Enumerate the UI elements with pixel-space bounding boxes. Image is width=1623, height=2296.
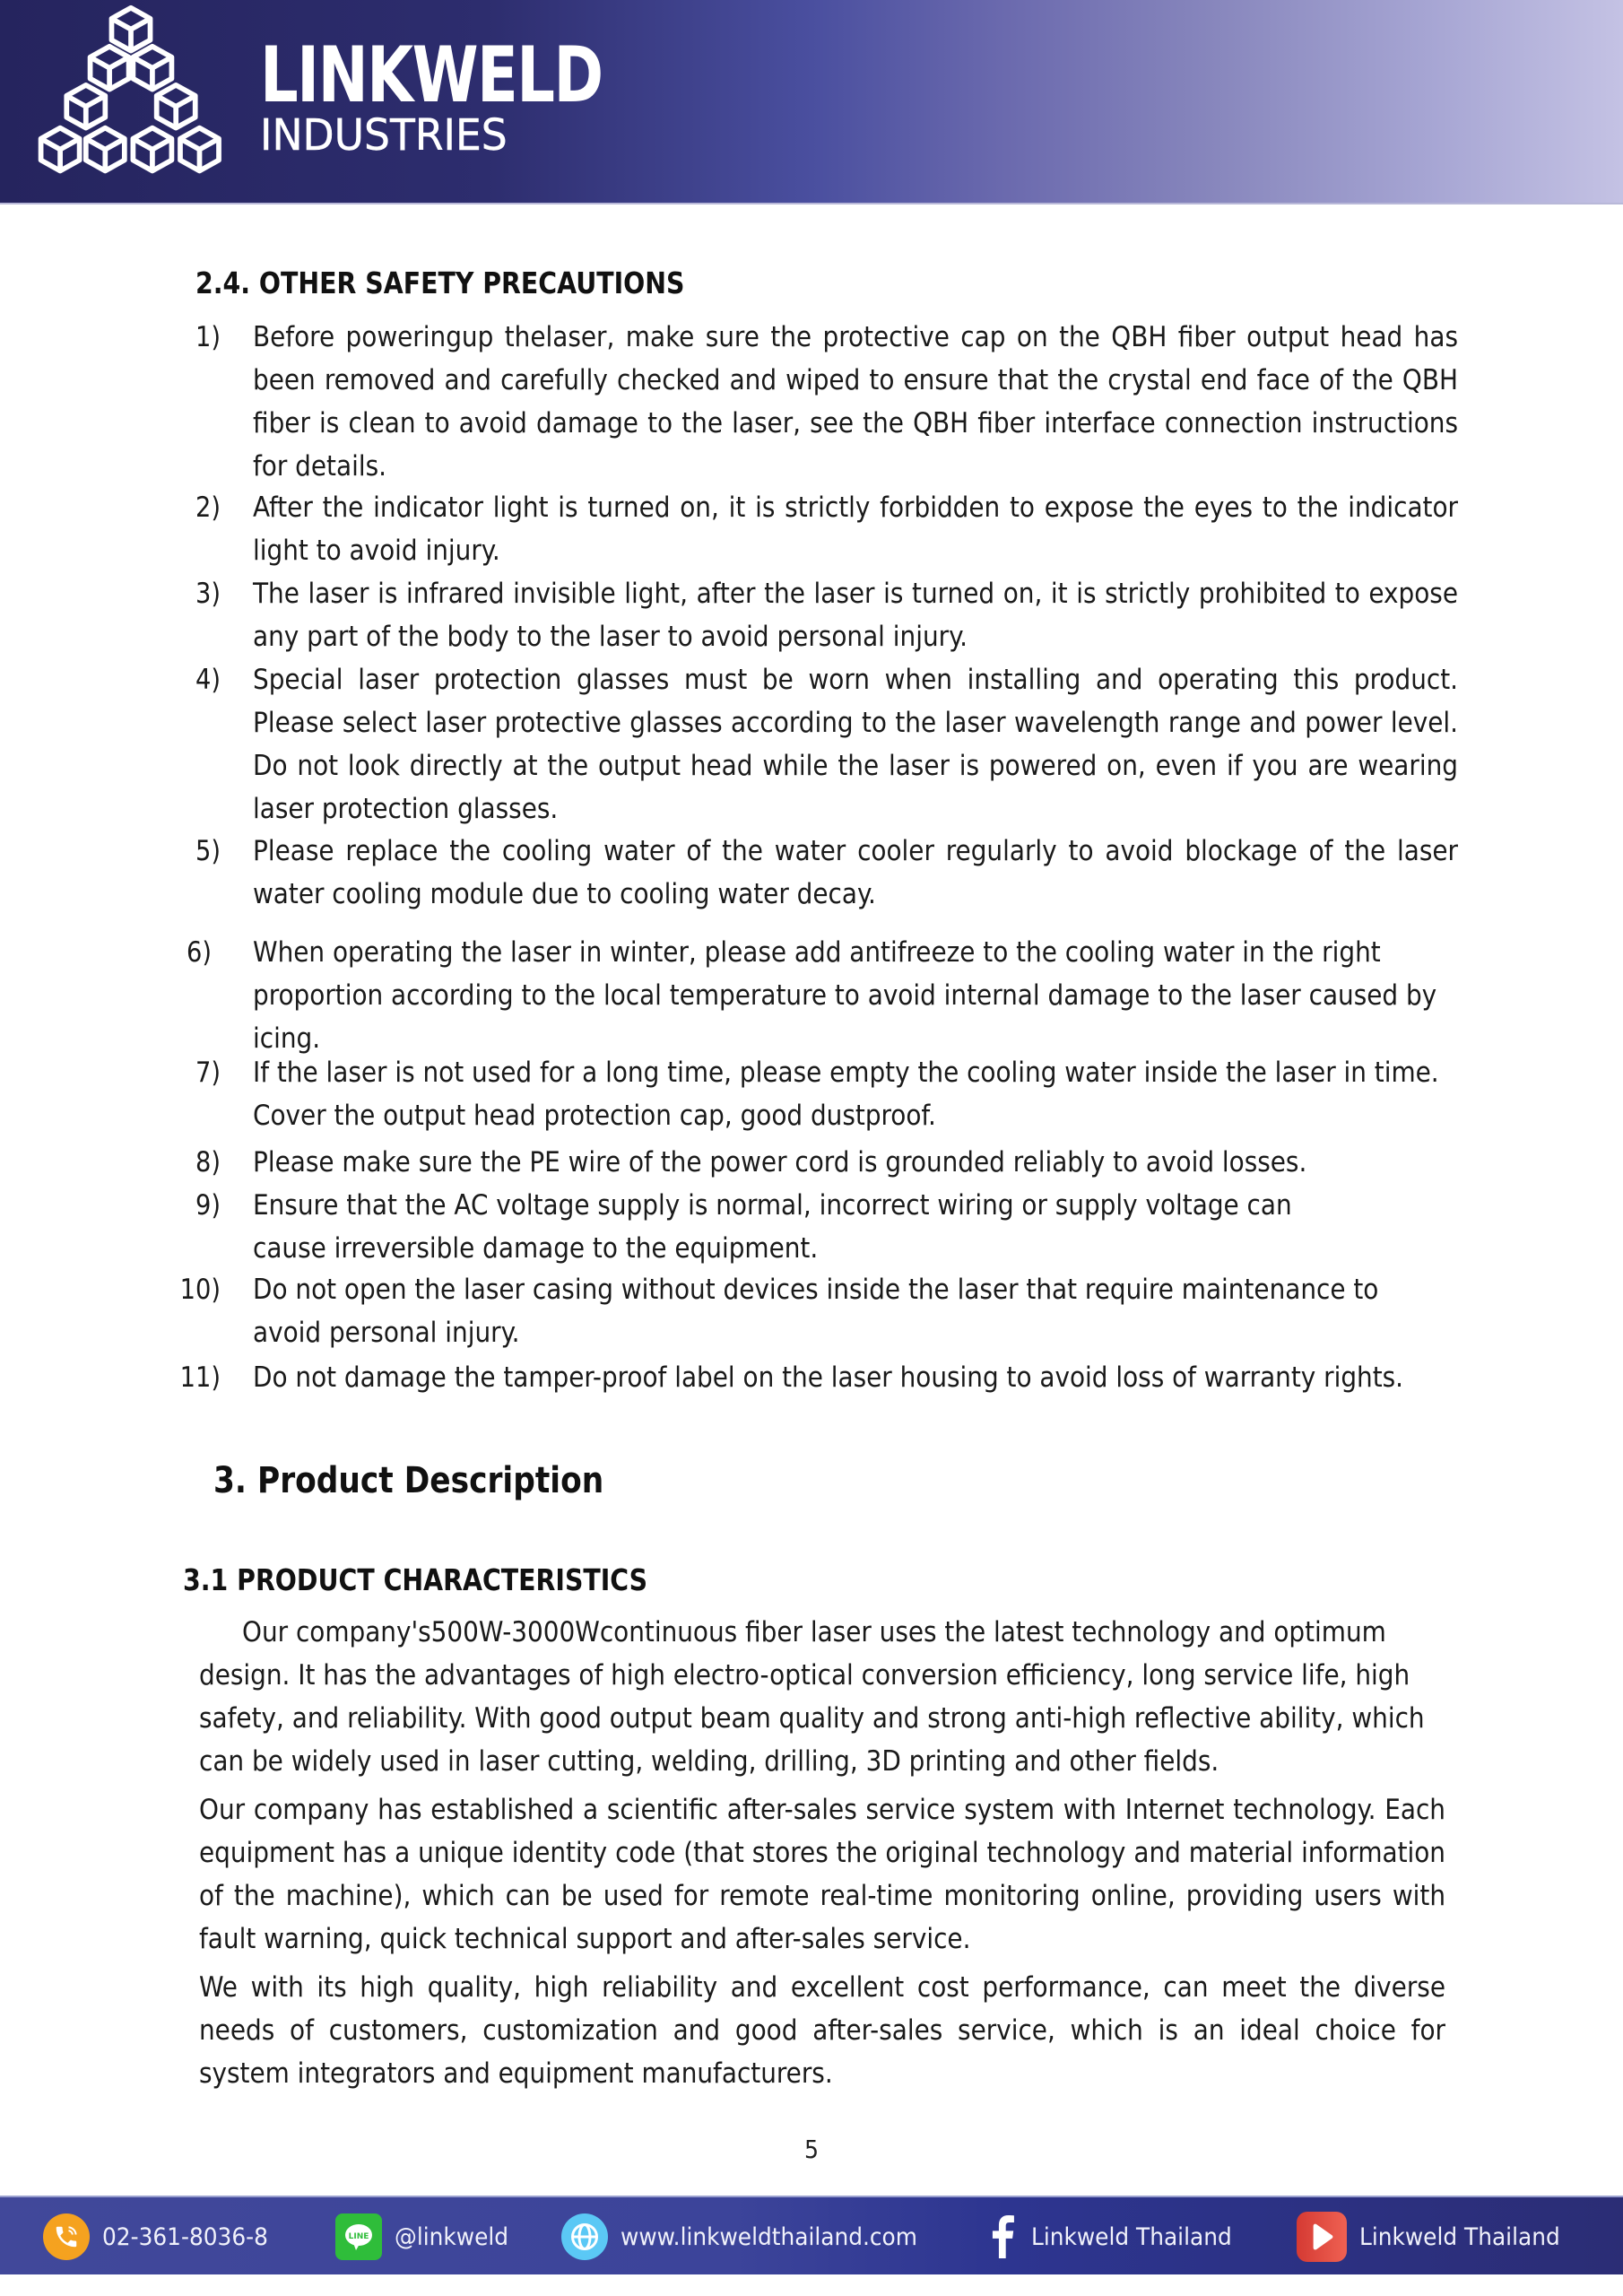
line-icon xyxy=(335,2213,382,2260)
list-item-number: 10) xyxy=(179,1274,221,1306)
list-item-text: After the indicator light is turned on, it is strictly forbidden to expose the eyes to the indicator light to avoid injury. xyxy=(253,491,1458,567)
brand-wordmark xyxy=(260,30,699,161)
list-item-number: 9) xyxy=(195,1189,221,1222)
list-item-number: 6) xyxy=(186,936,212,969)
list-item-text: Do not open the laser casing without devices inside the laser that require maintenance to avoid personal injury. xyxy=(253,1274,1379,1349)
footer-facebook-label: Linkweld Thailand xyxy=(1031,2222,1232,2251)
list-item-text: Please make sure the PE wire of the power cord is grounded reliably to avoid losses. xyxy=(253,1146,1307,1178)
list-item-text: When operating the laser in winter, please add antifreeze to the cooling water in the right proportion according to the local temperature to avoid internal damage to the laser caused by icing. xyxy=(253,936,1437,1055)
paragraph: We with its high quality, high reliability and excellent cost performance, can meet the diverse needs of customers, customization and good after-sales service, which is an ideal choice for system integrators and equipment manufacturers. xyxy=(199,1971,1445,2090)
list-item-number: 4) xyxy=(195,664,221,696)
linkweld-cubes-logo-icon xyxy=(23,4,239,190)
list-item-text: Special laser protection glasses must be worn when installing and operating this product. Please select laser protective glasses according to the laser wavelength range and power level. Do not look directly at the output head while the laser is powered on, even if you are wearing laser protection glasses. xyxy=(253,664,1458,825)
footer-youtube[interactable] xyxy=(1297,2197,1577,2276)
list-item-number: 5) xyxy=(195,835,221,867)
footer-website[interactable] xyxy=(561,2197,943,2276)
list-item-number: 7) xyxy=(195,1057,221,1089)
page-header xyxy=(0,0,1623,204)
list-item-text: Do not damage the tamper-proof label on the laser housing to avoid loss of warranty rights. xyxy=(253,1361,1404,1394)
footer-website-label: www.linkweldthailand.com xyxy=(621,2222,917,2251)
svg-text:LINE: LINE xyxy=(348,2232,369,2241)
footer-facebook[interactable] xyxy=(986,2197,1249,2276)
paragraph: Our company's500W-3000Wcontinuous fiber laser uses the latest technology and optimum design. It has the advantages of high electro-optical conversion efficiency, long service life, high safety, and reliability. With good output beam quality and strong anti-high reflective ability, which can be widely used in laser cutting, welding, drilling, 3D printing and other fields. xyxy=(199,1616,1425,1778)
contact-footer xyxy=(0,2196,1623,2274)
footer-phone[interactable] xyxy=(43,2197,282,2276)
list-item-number: 8) xyxy=(195,1146,221,1178)
list-item-text: The laser is infrared invisible light, after the laser is turned on, it is strictly prohibited to expose any part of the body to the laser to avoid personal injury. xyxy=(253,578,1458,653)
globe-icon xyxy=(561,2213,608,2260)
brand-name: LINKWELD xyxy=(260,30,603,120)
list-item-text: Ensure that the AC voltage supply is normal, incorrect wiring or supply voltage can cause irreversible damage to the equipment. xyxy=(253,1189,1292,1265)
list-item-text: If the laser is not used for a long time, please empty the cooling water inside the laser in time. Cover the output head protection cap, good dustproof. xyxy=(253,1057,1439,1132)
footer-youtube-label: Linkweld Thailand xyxy=(1359,2222,1560,2251)
section-heading-3-1: 3.1 PRODUCT CHARACTERISTICS xyxy=(183,1562,648,1597)
list-item-text: Please replace the cooling water of the water cooler regularly to avoid blockage of the laser water cooling module due to cooling water decay. xyxy=(253,835,1458,910)
brand-subtitle: INDUSTRIES xyxy=(260,110,508,161)
list-item-number: 1) xyxy=(195,321,221,353)
footer-line-label: @linkweld xyxy=(395,2222,509,2251)
facebook-icon xyxy=(986,2213,1019,2260)
phone-icon xyxy=(43,2213,90,2260)
footer-phone-label: 02-361-8036-8 xyxy=(102,2222,268,2251)
list-item-number: 3) xyxy=(195,578,221,610)
list-item-number: 2) xyxy=(195,491,221,524)
section-heading-2-4: 2.4. OTHER SAFETY PRECAUTIONS xyxy=(195,265,685,300)
list-item-number: 11) xyxy=(179,1361,221,1394)
page-number: 5 xyxy=(803,2135,820,2164)
footer-line[interactable] xyxy=(335,2197,518,2276)
paragraph: Our company has established a scientific after-sales service system with Internet technology. Each equipment has a unique identity code (that stores the original technology and material information of the machine), which can be used for remote real-time monitoring online, providing users with fault warning, quick technical support and after-sales service. xyxy=(199,1794,1445,1955)
youtube-icon xyxy=(1297,2212,1347,2262)
section-heading-3: 3. Product Description xyxy=(213,1460,604,1501)
list-item-text: Before poweringup thelaser, make sure the protective cap on the QBH fiber output head has been removed and carefully checked and wiped to ensure that the crystal end face of the QBH fiber is clean to avoid damage to the laser, see the QBH fiber interface connection instructions for details. xyxy=(253,321,1458,483)
